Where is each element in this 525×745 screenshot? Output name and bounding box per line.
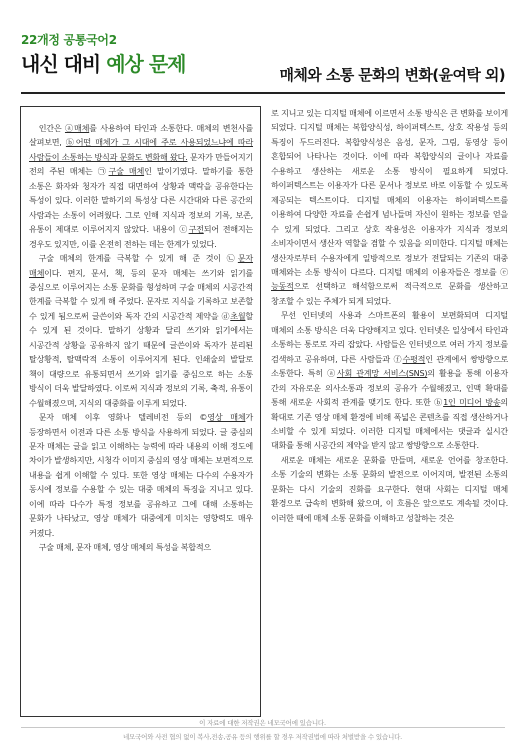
underlined-term: ⓐ매체 — [64, 123, 90, 133]
text-run: 할 수 있게 된 것이다. 말하기 상황과 달리 쓰기와 읽기에서는 시공간적 상황을 공유하지 않기 때문에 글쓴이와 독자가 분리된 탈상황적, 탈맥락적 소통이 이루어지게 된다. 인쇄술의 발달로 책이 대량으로 유통되면서 쓰기와 읽기를 중심으로 하는 소통 방식이 더욱 발달하였다. 이로써 지식과 정보의 기록, 축적, 유통이 수월해졌으며, 지식의 대중화를 이루게 되었다. — [29, 310, 253, 408]
copyright-notice: 이 자료에 대한 저작권은 네모국어에 있습니다. — [199, 719, 326, 727]
underlined-term: 사회 관계망 서비스(SNS) — [336, 368, 428, 379]
underlined-term: 구술 매체 — [108, 166, 145, 177]
passage-box-right — [267, 98, 512, 713]
paragraph-1 — [29, 121, 253, 251]
paragraph-3 — [29, 410, 253, 540]
passage-right-text — [271, 106, 508, 525]
text-run: 이다. 편지, 문서, 책, 등의 문자 매체는 쓰기와 읽기를 중심으로 이루어지는 소통 문화를 형성하며 구술 매체의 시공간적 한계를 극복할 수 있게 해 주었다. 문자로 지식을 기록하고 보존할 수 있게 됨으로써 글쓴이와 독자 간의 시공간적 제약을 ⓓ — [29, 267, 253, 321]
paragraph-5 — [271, 106, 508, 308]
passage-left-text — [29, 121, 253, 555]
page-title — [21, 48, 185, 77]
underlined-sentence: ⓑ어떤 매체가 그 시대에 주로 사용되었느냐에 따라 사람들이 소통하는 방식과 문화도 변화해 왔다. — [29, 137, 254, 162]
passage-box-left — [20, 106, 261, 717]
text-run: 로 지니고 있는 디지털 매체에 이르면서 소통 방식은 큰 변화를 보이게 되었다. 디지털 매체는 복합양식성, 하이퍼텍스트, 상호 작용성 등의 특징이 두드러진다. 복합양식성은 음성, 문자, 그림, 동영상 등이 혼합되어 나타나는 것이다. 이에 따라 복합양식의 글이나 자료를 수용하고 생산하는 새로운 소통 방식이 필요하게 되었다. 하이퍼텍스트는 이용자가 다른 문서나 정보로 바로 이동할 수 있도록 제공되는 텍스트이다. 디지털 매체의 이용자는 하이퍼텍스트를 이용하여 다양한 자료를 손쉽게 넘나들며 자신이 원하는 정보를 얻을 수 있게 되었다. 그리고 상호 작용성은 이용자가 지식과 정보의 소비자이면서 생산자 역할을 겸할 수 있음을 의미한다. 디지털 매체는 생산자로부터 수용자에게 일방적으로 정보가 전달되는 기존의 대중 매체와는 소통 방식이 다르다. 디지털 매체의 이용자들은 정보를 ⓔ — [271, 108, 508, 277]
subject-tag: 22개정 공통국어2 — [21, 33, 117, 47]
underlined-term: 능동적 — [271, 281, 294, 292]
underlined-term: 영상 매체 — [207, 412, 246, 423]
text-run: 문자가 만들어지기 전의 주된 매체는 ㉠ — [29, 151, 253, 177]
text-run: 의 활용을 통해 이용자 간의 자유로운 의사소통과 정보의 공유가 수월해졌고, 인맥 확대를 통해 새로운 사회적 관계를 맺기도 한다. 또한 ⓑ — [271, 368, 508, 408]
text-run: 가 등장하면서 이전과 다른 소통 방식을 사용하게 되었다. 글 중심의 문자 매체는 글을 읽고 이해하는 능력에 따라 내용의 이해 정도에 차이가 발생하지만, 시청각 이미지 중심의 영상 매체는 보편적으로 내용을 쉽게 이해할 수 있다. 또한 영상 매체는 다수의 수용자가 동시에 정보를 수용할 수 있는 대중 매체의 특징을 지니고 있다. 이에 따라 다수가 특정 정보를 공유하고 그에 대해 소통하는 문화가 나타났고, 영상 매체가 대중에게 미치는 영향력도 매우 커졌다. — [29, 412, 253, 538]
underlined-term: 초월 — [230, 310, 246, 321]
text-run: 를 사용하여 타인과 소통한다. 매체의 변천사를 살펴보면, — [29, 123, 253, 148]
text-run: 으로 선택하고 해석함으로써 적극적으로 문화를 생산하고 창조할 수 있는 주체가 되게 되었다. — [271, 281, 508, 306]
underlined-term: 수평적 — [402, 353, 426, 364]
paragraph-4: 구술 매체, 문자 매체, 영상 매체의 특성을 복합적으 — [38, 542, 211, 553]
text-run: 무선 인터넷의 사용과 스마트폰의 활용이 보편화되며 디지털 매체의 소통 방식은 더욱 다양해지고 있다. 인터넷은 일상에서 타인과 소통하는 통로로 자리 잡았다. 사람들은 인터넷으로 여러 가지 정보를 검색하고 공유하며, 다른 사람들과 ⓕ — [271, 310, 508, 364]
text-run: 문자 매체 이후 영화나 텔레비전 등의 © — [38, 412, 208, 423]
copyright-warning: 네모국어와 사전 협의 없이 복사,전송,공유 등의 행위를 할 경우 저작권법에 따라 처벌받을 수 있습니다. — [122, 733, 403, 741]
text-run: 인간은 — [38, 123, 65, 133]
title-prefix: 내신 대비 — [21, 52, 107, 76]
underlined-term: 구전 — [188, 224, 204, 235]
header-divider — [21, 92, 505, 94]
footer-divider — [21, 727, 505, 728]
text-run: 구술 매체의 한계를 극복할 수 있게 해 준 것이 ㉡ — [38, 253, 238, 264]
text-run: 되어 전해지는 경우도 있지만, 이를 온전히 전하는 데는 한계가 있었다. — [29, 224, 253, 249]
paragraph-2 — [29, 251, 253, 410]
text-run: 인 관계에서 쌍방향으로 소통한다. 특히 ⓐ — [271, 353, 508, 379]
paragraph-6 — [271, 308, 508, 453]
unit-title: 매체와 소통 문화의 변화(윤여탁 외) — [279, 66, 505, 84]
underlined-term: 문자 매체 — [29, 253, 253, 278]
underlined-term: 1인 미디어 방송 — [443, 397, 501, 408]
text-run: 의 확대로 기존 영상 매체 환경에 비해 폭넓은 콘텐츠를 직접 생산하거나 소비할 수 있게 되었다. 이러한 디지털 매체에서는 댓글과 실시간 대화를 통해 시공간의 제약을 받지 않고 쌍방향으로 소통한다. — [271, 397, 508, 451]
title-accent: 예상 문제 — [106, 52, 186, 76]
text-run: 인 말이기였다. 말하기를 통한 소통은 화자와 청자가 직접 대면하여 상황과 맥락을 공유한다는 특성이 있다. 이러한 말하기의 특성상 다른 시간대와 다른 공간의 사람과는 소통이 어려웠다. 그로 인해 지식과 정보의 기록, 보존, 유통이 제대로 이루어지지 않았다. 내용이 ⓒ — [29, 166, 253, 235]
paragraph-7: 새로운 매체는 새로운 문화를 만들며, 새로운 언어를 창조한다. 소통 기술의 변화는 소통 문화의 발전으로 이어지며, 발전된 소통의 문화는 다시 기술의 진화를 요구한다. 현대 사회는 디지털 매체 환경으로 급속히 변화해 왔으며, 이 흐름은 앞으로도 계속될 것이다. 이러한 때에 매체 소통 문화를 이해하고 성찰하는 것은 — [271, 454, 508, 523]
